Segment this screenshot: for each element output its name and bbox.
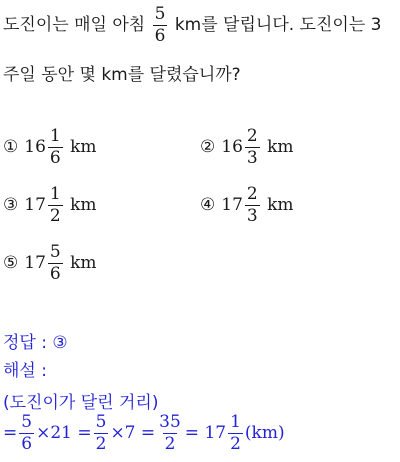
question-fraction xyxy=(153,6,168,45)
choice-fraction xyxy=(48,186,63,225)
fraction-denominator: 6 xyxy=(154,26,166,46)
choice-5[interactable] xyxy=(3,244,97,283)
fraction-numerator: 35 xyxy=(159,412,181,432)
answer-line xyxy=(3,328,68,353)
eq-fraction xyxy=(228,414,243,453)
choice-fraction xyxy=(245,128,260,167)
choice-mark: ② xyxy=(200,137,216,157)
choice-fraction xyxy=(245,186,260,225)
choice-unit: km xyxy=(70,253,97,273)
choice-mark: ① xyxy=(3,137,19,157)
eq-text: = 17 xyxy=(184,423,227,443)
choice-whole: 17 xyxy=(24,253,46,273)
fraction-numerator: 1 xyxy=(49,184,61,204)
question-line-1 xyxy=(3,6,381,45)
eq-fraction xyxy=(19,414,34,453)
fraction-denominator: 6 xyxy=(49,148,61,168)
question-line-2: 주일 동안 몇 km를 달렸습니까? xyxy=(3,65,241,85)
choice-whole: 16 xyxy=(24,137,46,157)
question-text-start: 도진이는 매일 아침 xyxy=(3,15,151,35)
choice-2[interactable] xyxy=(200,128,294,167)
choice-fraction xyxy=(48,128,63,167)
fraction-denominator: 6 xyxy=(21,434,33,454)
fraction-denominator: 2 xyxy=(164,434,176,454)
explanation-equation xyxy=(3,414,285,453)
choice-unit: km xyxy=(267,137,294,157)
fraction-denominator: 2 xyxy=(230,434,241,454)
fraction-numerator: 5 xyxy=(21,412,33,432)
fraction-numerator: 5 xyxy=(154,4,166,24)
fraction-denominator: 2 xyxy=(95,434,107,454)
choice-mark: ⑤ xyxy=(3,253,19,273)
choice-whole: 17 xyxy=(221,195,243,215)
choice-whole: 16 xyxy=(221,137,243,157)
eq-text: (km) xyxy=(244,423,285,443)
eq-text: ×21 = xyxy=(36,423,92,443)
choice-fraction xyxy=(48,244,63,283)
fraction-numerator: 2 xyxy=(246,126,258,146)
explanation-subtitle: (도진이가 달린 거리) xyxy=(3,393,159,413)
choice-unit: km xyxy=(70,137,97,157)
eq-fraction xyxy=(94,414,109,453)
choice-1[interactable] xyxy=(3,128,97,167)
fraction-numerator: 5 xyxy=(49,242,61,262)
choice-unit: km xyxy=(70,195,97,215)
fraction-denominator: 6 xyxy=(49,264,61,284)
choice-unit: km xyxy=(267,195,294,215)
choice-4[interactable] xyxy=(200,186,294,225)
fraction-denominator: 3 xyxy=(246,148,258,168)
fraction-numerator: 5 xyxy=(95,412,107,432)
fraction-denominator: 2 xyxy=(49,206,61,226)
eq-fraction xyxy=(157,414,183,453)
fraction-numerator: 2 xyxy=(246,184,258,204)
choice-mark: ③ xyxy=(3,195,19,215)
choice-mark: ④ xyxy=(200,195,216,215)
fraction-denominator: 3 xyxy=(246,206,258,226)
eq-text: ×7 = xyxy=(110,423,156,443)
answer-label: 정답 : xyxy=(3,333,47,353)
answer-value: ③ xyxy=(52,333,68,353)
fraction-numerator: 1 xyxy=(230,412,241,432)
explanation-label: 해설 : xyxy=(3,361,47,381)
choice-3[interactable] xyxy=(3,186,97,225)
fraction-numerator: 1 xyxy=(49,126,61,146)
question-text-end: km를 달립니다. 도진이는 3 xyxy=(169,15,382,35)
eq-text: = xyxy=(3,423,18,443)
choice-whole: 17 xyxy=(24,195,46,215)
